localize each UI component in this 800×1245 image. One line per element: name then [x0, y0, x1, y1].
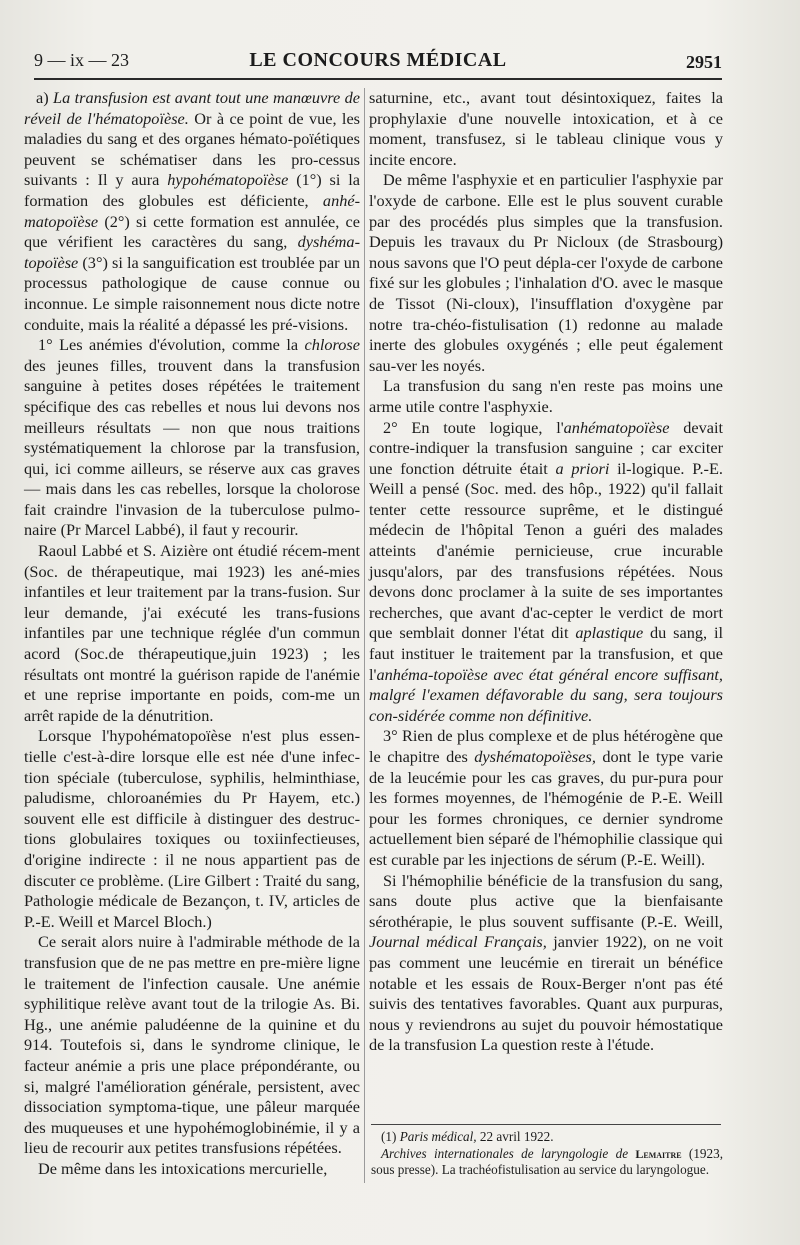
paragraph-saturnine: saturnine, etc., avant tout désintoxiquez, faites la prophylaxie d'une nouvelle intoxication, et à ce moment, transfusez, si le tableau clinique vous y incite encore. — [369, 88, 723, 169]
header-rule — [34, 78, 722, 80]
paragraph-a-reveil: a) La transfusion est avant tout une manœuvre de réveil de l'hématopoïèse. Or à ce point de vue, les maladies du sang et des organes hémato-poïétiques peuvent se schématiser dans les pro-cessus suivants : Il y aura hypohématopoïèse (1°) si la formation des globules est déficiente, anhé-matopoïèse (2°) si cette formation est annulée, ce que vérifient les caractères du sang, dyshéma-topoïèse (3°) si la sanguification est troublée par un processus pathologique de cause connue ou inconnue. Le simple raisonnement nous dicte notre conduite, mais la réalité a dépassé les pré-visions. — [24, 88, 361, 334]
right-column — [369, 88, 723, 1056]
footnote-1: (1) Paris médical, 22 avril 1922. — [381, 1129, 554, 1144]
paragraph-hypohematopoiese: Lorsque l'hypohématopoïèse n'est plus essen-tielle c'est-à-dire lorsque elle est née d'une infec-tion spéciale (tuberculose, syphilis, helminthiase, paludisme, chloroanémies du Pr Hayem, etc.) souvent elle est difficile à distinguer des destruc-tions globulaires toxiques ou toxiinfectieuses, d'origine indirecte : il ne nous appartient pas de discuter ce problème. (Lire Gilbert : Traité du sang, Pathologie médicale de Bezançon, t. IV, articles de P.-E. Weill et Marcel Bloch.) — [24, 726, 360, 931]
paragraph-dyshematopoieses: 3° Rien de plus complexe et de plus hétérogène que le chapitre des dyshématopoïèses, dont le type varie de la leucémie pour les cas graves, du pur-pura pour les formes moyennes, de l'hémogénie de P.-E. Weill pour les formes chroniques, ce dernier syndrome actuellement bien séparé de l'hémophilie classique qui est curable par les injections de sérum (P.-E. Weill). — [369, 726, 724, 869]
footnote-2: Archives internationales de laryngologie de Lemaitre (1923, sous presse). La trachéofistulisation au service du laryngologue. — [371, 1145, 723, 1177]
paragraph-infection-causale: Ce serait alors nuire à l'admirable méthode de la transfusion que de ne pas mettre en pre-mière ligne le traitement de l'infection causale. Une anémie syphilitique relève avant tout de la trilogie As. Bi. Hg., une anémie paludéenne de la quinine et du 914. Toutefois si, dans le syndrome clinique, le facteur anémie a pris une place prépondérante, ou si, malgré l'amélioration générale, persistent, avec dissociation symptoma-tique, une pâleur marquée des muqueuses et une hypohémoglobinémie, il y a lieu de recourir aux petites transfusions répétées. — [24, 932, 360, 1158]
issue-number: 9 — ix — 23 — [34, 50, 130, 70]
column-divider — [364, 88, 365, 1183]
paragraph-anemies-evolution: 1° Les anémies d'évolution, comme la chlorose des jeunes filles, trouvent dans la transfusion sanguine à petites doses répétées le traitement spécifique des cas rebelles et nous lui devons nos meilleurs résultats — non que nous traitions systématiquement la chlorose par la transfusion, qui, ici comme ailleurs, se réserve aux cas graves — mais dans les cas rebelles, lorsque la cholorose fait craindre l'invasion de la tuberculose pulmo-naire (Pr Marcel Labbé), il faut y recourir. — [24, 335, 360, 540]
paragraph-anhematopoiese: 2° En toute logique, l'anhématopoïèse devait contre-indiquer la transfusion sanguine ; car exciter une fonction détruite était a priori il-logique. P.-E. Weill a pensé (Soc. med. des hôp., 1922) qu'il fallait tenter cette ressource suprême, et le distingué médecin de l'hôpital Tenon a guéri des malades atteints d'anémie pernicieuse, crue incurable jusqu'alors, par des transfusions répétées. Nous devons donc proclamer à la suite de ses importantes recherches, que avant d'ac-cepter le verdict de mort que semblait donner l'état dit aplastique du sang, il faut instituer le traitement par la transfusion, et que l'anhéma-topoïèse avec état général encore suffisant, malgré l'examen défavorable du sang, sera toujours con-sidérée comme non définitive. — [369, 417, 723, 725]
page-number: 2951 — [686, 52, 722, 72]
footnotes — [371, 1129, 723, 1179]
paragraph-intoxications: De même dans les intoxications mercurielle, — [38, 1158, 328, 1178]
paragraph-arme-utile: La transfusion du sang n'en reste pas moins une arme utile contre l'asphyxie. — [369, 376, 723, 416]
page-header — [34, 48, 722, 74]
journal-title: LE CONCOURS MÉDICAL — [249, 49, 507, 71]
left-column — [24, 88, 360, 1179]
footnote-rule — [371, 1124, 721, 1125]
paragraph-hemophilie: Si l'hémophilie bénéficie de la transfusion du sang, sans doute plus active que la bienfaisante sérothérapie, le plus souvent suffisante (P.-E. Weill, Journal médical Français, janvier 1922), on ne voit pas comment une leucémie en tirerait un bénéfice notable et les essais de Roux-Berger n'ont pas été suivis des tentatives favorables. Quant aux purpuras, nous y reviendrons au sujet du pouvoir hémostatique de la transfusion La question reste à l'étude. — [369, 870, 723, 1055]
paragraph-anemies-infantiles: Raoul Labbé et S. Aizière ont étudié récem-ment (Soc. de thérapeutique, mai 1923) les ané-mies infantiles et leur traitement par la trans-fusion. Sur leur demande, j'ai exécuté les trans-fusions infantiles par une technique réglée d'un commun acord (Soc.de thérapeutique,juin 1923) ; les résultats ont montré la guérison rapide de l'anémie et une reprise importante en poids, com-me un arrêt rapide de la dénutrition. — [24, 541, 360, 725]
paragraph-asphyxie: De même l'asphyxie et en particulier l'asphyxie par l'oxyde de carbone. Elle est le plus souvent curable par des procédés plus simples que la transfusion. Depuis les travaux du Pr Nicloux (de Strasbourg) nous savons que l'O peut dépla-cer l'oxyde de carbone fixé sur les globules ; l'inhalation d'O. avec le masque de Tissot (Ni-cloux), l'insufflation d'oxygène par notre tra-chéo-fistulisation (1) redonne au malade inerte des globules oxygénés ; elle peut également sau-ver les noyés. — [369, 170, 723, 375]
